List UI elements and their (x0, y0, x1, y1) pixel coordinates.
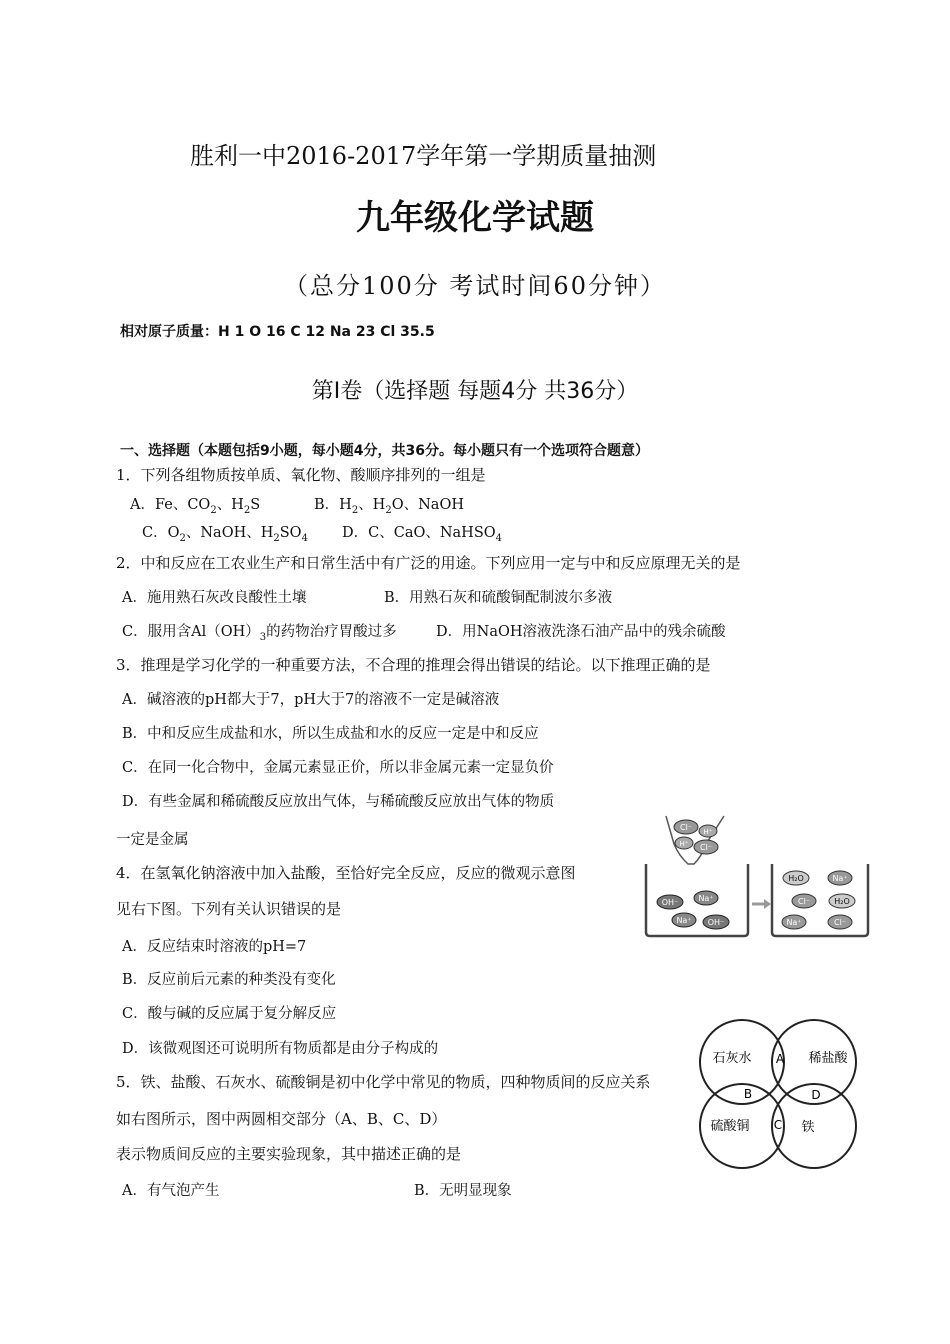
svg-text:H⁺: H⁺ (703, 828, 713, 836)
q3-option-d-cont: 一定是金属 (116, 832, 189, 848)
left-ion-2 (694, 891, 718, 905)
q4-option-d: D．该微观图还可说明所有物质都是由分子构成的 (122, 1041, 439, 1057)
label-hydrochloric-acid: 稀盐酸 (808, 1051, 848, 1066)
svg-text:H⁺: H⁺ (679, 840, 689, 848)
left-ion-3 (672, 913, 696, 927)
atomic-masses: 相对原子质量：H 1 O 16 C 12 Na 23 Cl 35.5 (120, 324, 435, 340)
q3-option-b: B．中和反应生成盐和水，所以生成盐和水的反应一定是中和反应 (122, 726, 539, 742)
svg-text:Na⁺: Na⁺ (698, 894, 714, 903)
exam-title: 九年级化学试题 (356, 198, 594, 238)
right-ion-3 (792, 894, 816, 908)
q1-option-a: A．Fe、$CO_2$、$H_2S$ (130, 497, 261, 516)
reaction-arrow-head (764, 899, 771, 909)
q4-stem-line1: 4．在氢氧化钠溶液中加入盐酸，至恰好完全反应，反应的微观示意图 (116, 864, 576, 882)
q5-stem-line2: 如右图所示，图中两圆相交部分（A、B、C、D） (116, 1110, 447, 1128)
label-iron: 铁 (801, 1120, 815, 1135)
svg-text:OH⁻: OH⁻ (707, 918, 725, 927)
q4-stem-line2: 见右下图。下列有关认识错误的是 (116, 900, 342, 918)
q4-option-b: B．反应前后元素的种类没有变化 (122, 972, 336, 988)
section-header: 一、选择题（本题包括9小题，每小题4分，共36分。每小题只有一个选项符合题意） (120, 443, 649, 459)
venn-relation-diagram (690, 1010, 870, 1174)
svg-text:OH⁻: OH⁻ (661, 898, 679, 907)
q5-option-a: A．有气泡产生 (122, 1183, 220, 1199)
region-d: D (811, 1088, 821, 1102)
svg-text:Cl⁻: Cl⁻ (679, 823, 693, 832)
funnel-ion-2 (699, 825, 717, 837)
q5-stem-line1: 5．铁、盐酸、石灰水、硫酸铜是初中化学中常见的物质，四种物质间的反应关系 (116, 1073, 651, 1091)
q5-option-b: B．无明显现象 (414, 1183, 512, 1199)
q3-stem: 3．推理是学习化学的一种重要方法，不合理的推理会得出错误的结论。以下推理正确的是 (116, 656, 711, 674)
part1-title: 第I卷（选择题 每题4分 共36分） (311, 379, 639, 404)
right-ion-6 (828, 915, 852, 929)
svg-text:Na⁺: Na⁺ (832, 874, 848, 883)
q1-option-c: C．$O_2$、NaOH、$H_2SO_4$ (142, 525, 308, 544)
svg-text:Na⁺: Na⁺ (786, 918, 802, 927)
region-b: B (743, 1087, 753, 1101)
exam-subtitle: （总分100分 考试时间60分钟） (284, 272, 666, 300)
funnel-ion-4 (694, 840, 718, 854)
funnel-ion-1 (674, 820, 698, 834)
q4-option-c: C．酸与碱的反应属于复分解反应 (122, 1006, 337, 1022)
left-ion-1 (657, 895, 683, 909)
q3-option-c: C．在同一化合物中，金属元素显正价，所以非金属元素一定显负价 (122, 760, 554, 776)
q3-option-d: D．有些金属和稀硫酸反应放出气体，与稀硫酸反应放出气体的物质 (122, 794, 555, 810)
q2-stem: 2．中和反应在工农业生产和日常生活中有广泛的用途。下列应用一定与中和反应原理无关的是 (116, 554, 741, 572)
svg-text:Na⁺: Na⁺ (676, 916, 692, 925)
right-molecule-1 (783, 871, 809, 885)
q2-option-c: C．服用含$Al(OH)_3$的药物治疗胃酸过多 (122, 624, 397, 643)
q5-stem-line3: 表示物质间反应的主要实验现象，其中描述正确的是 (116, 1145, 462, 1163)
q3-option-a: A．碱溶液的pH都大于7，pH大于7的溶液不一定是碱溶液 (122, 692, 500, 708)
svg-text:H₂O: H₂O (788, 874, 804, 883)
q1-option-b: B．$H_2$、$H_2O$、NaOH (314, 497, 464, 516)
svg-text:Cl⁻: Cl⁻ (797, 897, 811, 906)
school-exam-line: 胜利一中2016-2017学年第一学期质量抽测 (190, 142, 657, 170)
right-molecule-4 (829, 894, 855, 908)
right-ion-5 (782, 915, 806, 929)
q4-option-a: A．反应结束时溶液的pH=7 (122, 939, 307, 955)
q1-option-d: D．C、CaO、NaHSO$_4$ (342, 525, 503, 544)
q2-option-a: A．施用熟石灰改良酸性土壤 (122, 590, 307, 606)
left-ion-4 (703, 915, 729, 929)
svg-text:Cl⁻: Cl⁻ (833, 918, 847, 927)
q1-stem: 1．下列各组物质按单质、氧化物、酸顺序排列的一组是 (116, 466, 486, 484)
q2-option-b: B．用熟石灰和硫酸铜配制波尔多液 (384, 590, 613, 606)
svg-text:H₂O: H₂O (834, 897, 850, 906)
label-limewater: 石灰水 (712, 1051, 752, 1066)
q2-option-d: D．用NaOH溶液洗涤石油产品中的残余硫酸 (436, 624, 726, 640)
label-copper-sulfate: 硫酸铜 (710, 1119, 750, 1134)
right-ion-2 (828, 871, 852, 885)
region-a: A (775, 1052, 785, 1066)
svg-text:Cl⁻: Cl⁻ (699, 843, 713, 852)
region-c: C (773, 1118, 783, 1132)
funnel-ion-3 (675, 837, 693, 849)
neutralization-micro-diagram (644, 814, 870, 938)
